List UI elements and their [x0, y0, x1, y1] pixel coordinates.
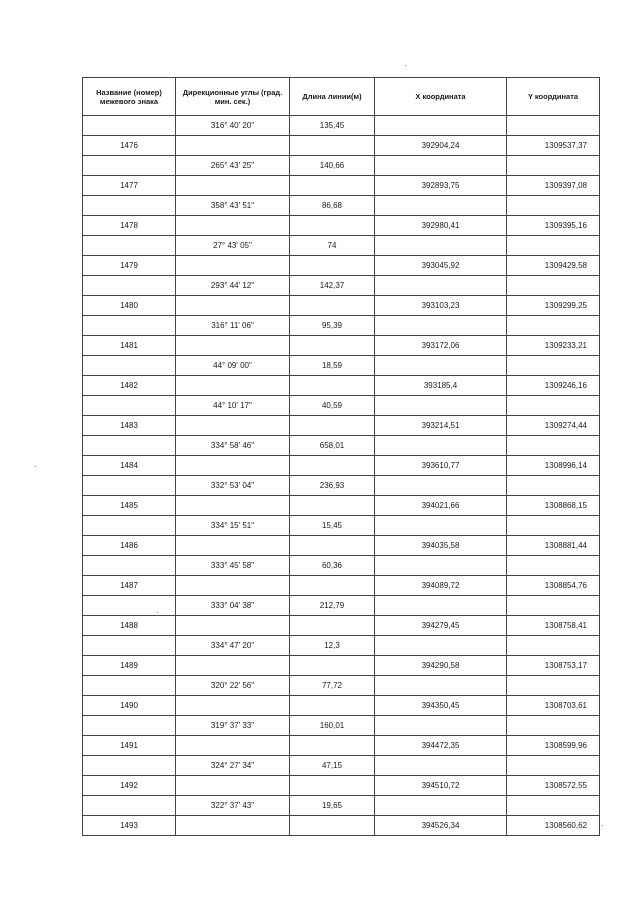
segment-row — [83, 316, 600, 336]
empty-cell — [83, 436, 176, 456]
empty-cell — [176, 136, 290, 156]
line-length: 77,72 — [290, 676, 375, 696]
empty-cell — [290, 256, 375, 276]
point-row — [83, 216, 600, 236]
empty-cell — [507, 756, 600, 776]
empty-cell — [176, 816, 290, 836]
segment-row — [83, 356, 600, 376]
point-row — [83, 416, 600, 436]
empty-cell — [507, 716, 600, 736]
segment-row — [83, 676, 600, 696]
empty-cell — [83, 156, 176, 176]
line-length: 74 — [290, 236, 375, 256]
empty-cell — [290, 456, 375, 476]
empty-cell — [176, 616, 290, 636]
x-coordinate: 394035,58 — [375, 536, 507, 556]
empty-cell — [375, 316, 507, 336]
header-line-length: Длина линии(м) — [290, 78, 375, 116]
x-coordinate: 392904,24 — [375, 136, 507, 156]
empty-cell — [176, 776, 290, 796]
line-length: 15,45 — [290, 516, 375, 536]
point-row — [83, 776, 600, 796]
segment-row — [83, 716, 600, 736]
empty-cell — [507, 116, 600, 136]
y-coordinate: 1308758,41 — [507, 616, 600, 636]
y-coordinate: 1309429,58 — [507, 256, 600, 276]
empty-cell — [83, 516, 176, 536]
line-length: 140,66 — [290, 156, 375, 176]
direction-angle: 334° 15' 51" — [176, 516, 290, 536]
empty-cell — [176, 736, 290, 756]
empty-cell — [507, 316, 600, 336]
empty-cell — [507, 196, 600, 216]
empty-cell — [375, 236, 507, 256]
empty-cell — [290, 656, 375, 676]
header-point-name: Название (номер) межевого знака — [83, 78, 176, 116]
direction-angle: 334° 47' 20" — [176, 636, 290, 656]
empty-cell — [507, 676, 600, 696]
empty-cell — [176, 376, 290, 396]
empty-cell — [507, 556, 600, 576]
y-coordinate: 1309246,16 — [507, 376, 600, 396]
direction-angle: 316° 40' 20" — [176, 116, 290, 136]
line-length: 60,36 — [290, 556, 375, 576]
point-row — [83, 696, 600, 716]
empty-cell — [375, 556, 507, 576]
empty-cell — [507, 476, 600, 496]
segment-row — [83, 236, 600, 256]
segment-row — [83, 796, 600, 816]
line-length: 236,93 — [290, 476, 375, 496]
point-name: 1486 — [83, 536, 176, 556]
segment-row — [83, 396, 600, 416]
x-coordinate: 394279,45 — [375, 616, 507, 636]
point-name: 1476 — [83, 136, 176, 156]
point-row — [83, 616, 600, 636]
point-name: 1480 — [83, 296, 176, 316]
segment-row — [83, 476, 600, 496]
empty-cell — [83, 556, 176, 576]
empty-cell — [375, 516, 507, 536]
x-coordinate: 392980,41 — [375, 216, 507, 236]
empty-cell — [290, 496, 375, 516]
empty-cell — [507, 236, 600, 256]
empty-cell — [83, 636, 176, 656]
direction-angle: 322° 37' 43" — [176, 796, 290, 816]
header-y-coordinate: Y координата — [507, 78, 600, 116]
segment-row — [83, 756, 600, 776]
line-length: 160,01 — [290, 716, 375, 736]
x-coordinate: 394021,66 — [375, 496, 507, 516]
empty-cell — [507, 276, 600, 296]
empty-cell — [290, 776, 375, 796]
point-row — [83, 496, 600, 516]
empty-cell — [290, 416, 375, 436]
point-row — [83, 576, 600, 596]
point-row — [83, 296, 600, 316]
line-length: 18,59 — [290, 356, 375, 376]
empty-cell — [83, 716, 176, 736]
empty-cell — [290, 376, 375, 396]
direction-angle: 265° 43' 25" — [176, 156, 290, 176]
empty-cell — [375, 676, 507, 696]
line-length: 658,01 — [290, 436, 375, 456]
empty-cell — [507, 636, 600, 656]
point-name: 1490 — [83, 696, 176, 716]
empty-cell — [290, 816, 375, 836]
segment-row — [83, 116, 600, 136]
segment-row — [83, 636, 600, 656]
line-length: 47,15 — [290, 756, 375, 776]
y-coordinate: 1308703,61 — [507, 696, 600, 716]
empty-cell — [375, 156, 507, 176]
table-header-row — [83, 78, 600, 116]
line-length: 212,79 — [290, 596, 375, 616]
empty-cell — [83, 316, 176, 336]
point-name: 1487 — [83, 576, 176, 596]
y-coordinate: 1308868,15 — [507, 496, 600, 516]
point-row — [83, 456, 600, 476]
empty-cell — [176, 536, 290, 556]
point-row — [83, 336, 600, 356]
empty-cell — [375, 436, 507, 456]
y-coordinate: 1308881,44 — [507, 536, 600, 556]
point-name: 1481 — [83, 336, 176, 356]
direction-angle: 334° 58' 46" — [176, 436, 290, 456]
direction-angle: 27° 43' 05" — [176, 236, 290, 256]
point-name: 1488 — [83, 616, 176, 636]
empty-cell — [83, 276, 176, 296]
direction-angle: 320° 22' 56" — [176, 676, 290, 696]
empty-cell — [507, 596, 600, 616]
y-coordinate: 1308753,17 — [507, 656, 600, 676]
direction-angle: 316° 11' 06" — [176, 316, 290, 336]
point-row — [83, 256, 600, 276]
empty-cell — [83, 756, 176, 776]
y-coordinate: 1308560,62 — [507, 816, 600, 836]
y-coordinate: 1309233,21 — [507, 336, 600, 356]
line-length: 86,68 — [290, 196, 375, 216]
line-length: 40,59 — [290, 396, 375, 416]
x-coordinate: 393610,77 — [375, 456, 507, 476]
y-coordinate: 1309274,44 — [507, 416, 600, 436]
direction-angle: 333° 45' 58" — [176, 556, 290, 576]
empty-cell — [176, 256, 290, 276]
empty-cell — [375, 716, 507, 736]
table-body — [83, 116, 600, 836]
y-coordinate: 1309395,16 — [507, 216, 600, 236]
point-row — [83, 176, 600, 196]
empty-cell — [290, 296, 375, 316]
empty-cell — [507, 396, 600, 416]
empty-cell — [83, 196, 176, 216]
point-name: 1493 — [83, 816, 176, 836]
direction-angle: 358° 43' 51" — [176, 196, 290, 216]
line-length: 19,65 — [290, 796, 375, 816]
empty-cell — [290, 176, 375, 196]
empty-cell — [290, 216, 375, 236]
segment-row — [83, 276, 600, 296]
segment-row — [83, 196, 600, 216]
empty-cell — [290, 336, 375, 356]
empty-cell — [176, 296, 290, 316]
direction-angle: 332° 53' 04" — [176, 476, 290, 496]
empty-cell — [176, 496, 290, 516]
y-coordinate: 1308996,14 — [507, 456, 600, 476]
y-coordinate: 1309397,08 — [507, 176, 600, 196]
point-row — [83, 736, 600, 756]
x-coordinate: 392893,75 — [375, 176, 507, 196]
empty-cell — [176, 576, 290, 596]
empty-cell — [507, 356, 600, 376]
empty-cell — [375, 596, 507, 616]
empty-cell — [83, 676, 176, 696]
empty-cell — [375, 356, 507, 376]
x-coordinate: 394290,58 — [375, 656, 507, 676]
empty-cell — [290, 696, 375, 716]
empty-cell — [176, 696, 290, 716]
segment-row — [83, 436, 600, 456]
empty-cell — [507, 516, 600, 536]
empty-cell — [176, 416, 290, 436]
point-name: 1479 — [83, 256, 176, 276]
point-row — [83, 536, 600, 556]
point-name: 1491 — [83, 736, 176, 756]
point-row — [83, 376, 600, 396]
direction-angle: 333° 04' 38" — [176, 596, 290, 616]
line-length: 135,45 — [290, 116, 375, 136]
empty-cell — [507, 436, 600, 456]
empty-cell — [176, 456, 290, 476]
x-coordinate: 393103,23 — [375, 296, 507, 316]
empty-cell — [83, 476, 176, 496]
x-coordinate: 393185,4 — [375, 376, 507, 396]
segment-row — [83, 556, 600, 576]
header-x-coordinate: X координата — [375, 78, 507, 116]
empty-cell — [176, 656, 290, 676]
survey-table — [82, 77, 600, 836]
x-coordinate: 393214,51 — [375, 416, 507, 436]
empty-cell — [375, 756, 507, 776]
empty-cell — [83, 116, 176, 136]
empty-cell — [83, 356, 176, 376]
line-length: 95,39 — [290, 316, 375, 336]
point-name: 1482 — [83, 376, 176, 396]
point-name: 1483 — [83, 416, 176, 436]
empty-cell — [83, 796, 176, 816]
line-length: 142,37 — [290, 276, 375, 296]
x-coordinate: 394350,45 — [375, 696, 507, 716]
point-name: 1484 — [83, 456, 176, 476]
x-coordinate: 394472,35 — [375, 736, 507, 756]
empty-cell — [507, 156, 600, 176]
y-coordinate: 1309299,25 — [507, 296, 600, 316]
empty-cell — [375, 636, 507, 656]
x-coordinate: 393172,06 — [375, 336, 507, 356]
segment-row — [83, 596, 600, 616]
x-coordinate: 394089,72 — [375, 576, 507, 596]
empty-cell — [375, 476, 507, 496]
segment-row — [83, 516, 600, 536]
y-coordinate: 1308572,55 — [507, 776, 600, 796]
direction-angle: 324° 27' 34" — [176, 756, 290, 776]
empty-cell — [507, 796, 600, 816]
x-coordinate: 394526,34 — [375, 816, 507, 836]
y-coordinate: 1309537,37 — [507, 136, 600, 156]
y-coordinate: 1308854,76 — [507, 576, 600, 596]
empty-cell — [290, 576, 375, 596]
point-name: 1492 — [83, 776, 176, 796]
point-name: 1489 — [83, 656, 176, 676]
empty-cell — [375, 196, 507, 216]
direction-angle: 44° 09' 00" — [176, 356, 290, 376]
point-name: 1477 — [83, 176, 176, 196]
empty-cell — [375, 396, 507, 416]
empty-cell — [290, 136, 375, 156]
direction-angle: 44° 10' 17" — [176, 396, 290, 416]
segment-row — [83, 156, 600, 176]
line-length: 12,3 — [290, 636, 375, 656]
x-coordinate: 393045,92 — [375, 256, 507, 276]
y-coordinate: 1308599,96 — [507, 736, 600, 756]
empty-cell — [375, 796, 507, 816]
direction-angle: 293° 44' 12" — [176, 276, 290, 296]
empty-cell — [290, 736, 375, 756]
empty-cell — [176, 216, 290, 236]
point-row — [83, 656, 600, 676]
point-name: 1478 — [83, 216, 176, 236]
empty-cell — [83, 596, 176, 616]
header-direction-angle: Дирекционные углы (град. мин. сек.) — [176, 78, 290, 116]
empty-cell — [375, 276, 507, 296]
direction-angle: 319° 37' 33" — [176, 716, 290, 736]
empty-cell — [83, 396, 176, 416]
empty-cell — [176, 176, 290, 196]
empty-cell — [375, 116, 507, 136]
empty-cell — [290, 616, 375, 636]
point-name: 1485 — [83, 496, 176, 516]
empty-cell — [290, 536, 375, 556]
point-row — [83, 136, 600, 156]
empty-cell — [176, 336, 290, 356]
empty-cell — [83, 236, 176, 256]
point-row — [83, 816, 600, 836]
x-coordinate: 394510,72 — [375, 776, 507, 796]
